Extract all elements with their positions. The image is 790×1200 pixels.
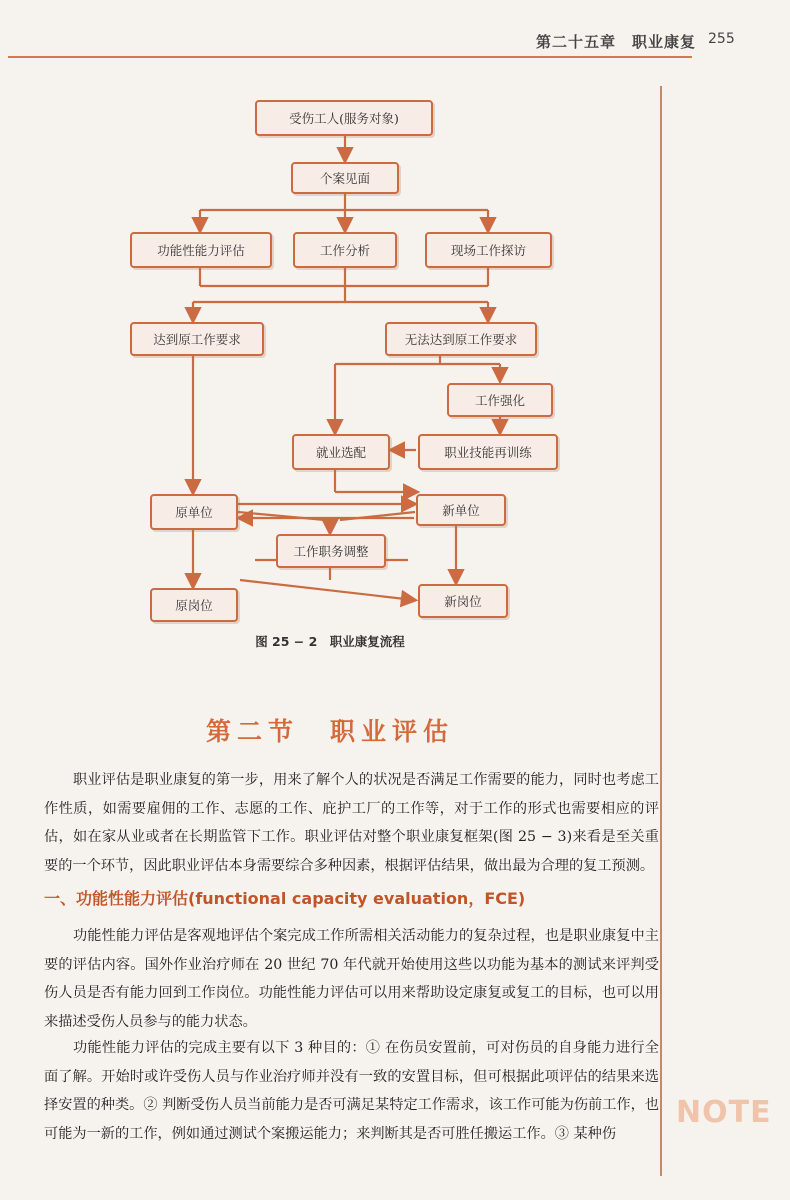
node-not-meets-requirements: 无法达到原工作要求 (385, 322, 537, 356)
node-original-post: 原岗位 (150, 588, 238, 622)
page-number: 255 (708, 31, 735, 47)
page-header (0, 0, 790, 58)
node-job-adjustment: 工作职务调整 (276, 534, 386, 568)
flowchart (0, 80, 660, 640)
chapter-title: 第二十五章 职业康复 (536, 33, 697, 51)
header-rule (8, 56, 692, 58)
node-site-visit: 现场工作探访 (425, 232, 552, 268)
note-margin-label: NOTE (676, 1095, 772, 1130)
node-job-analysis: 工作分析 (293, 232, 397, 268)
subheading-fce: 一、功能性能力评估(functional capacity evaluation，FCE) (44, 889, 526, 908)
node-skills-retraining: 职业技能再训练 (418, 434, 558, 470)
node-work-hardening: 工作强化 (447, 383, 553, 417)
node-new-employer: 新单位 (416, 494, 506, 526)
node-meets-requirements: 达到原工作要求 (130, 322, 264, 356)
node-case-meeting: 个案见面 (291, 162, 399, 194)
margin-rule (660, 86, 662, 1176)
node-new-post: 新岗位 (418, 584, 508, 618)
fce-paragraph-2: 功能性能力评估的完成主要有以下 3 种目的：① 在伤员安置前，可对伤员的自身能力进行全面了解。开始时或许受伤人员与作业治疗师并没有一致的安置目标，但可根据此项评估的结果来选择安置的种类。② 判断受伤人员当前能力是否可满足某特定工作需求，该工作可能为伤前工作，也可能为一新的工作，例如通过测试个案搬运能力；来判断其是否可胜任搬运工作。③ 某种伤 (44, 1040, 659, 1142)
node-job-placement: 就业选配 (292, 434, 390, 470)
node-injured-worker: 受伤工人(服务对象) (255, 100, 433, 136)
node-fce: 功能性能力评估 (130, 232, 272, 268)
fce-paragraph-1: 功能性能力评估是客观地评估个案完成工作所需相关活动能力的复杂过程，也是职业康复中主要的评估内容。国外作业治疗师在 20 世纪 70 年代就开始使用这些以功能为基本的测试来评判受伤人员是否有能力回到工作岗位。功能性能力评估可以用来帮助设定康复或复工的目标，也可以用来描述受伤人员参与的能力状态。 (44, 928, 659, 1030)
node-original-employer: 原单位 (150, 494, 238, 530)
figure-caption: 图 25 − 2 职业康复流程 (255, 634, 405, 649)
intro-paragraph: 职业评估是职业康复的第一步，用来了解个人的状况是否满足工作需要的能力，同时也考虑工作性质，如需要雇佣的工作、志愿的工作、庇护工厂的工作等，对于工作的形式也需要相应的评估，如在家从业或者在长期监管下工作。职业评估对整个职业康复框架(图 25 − 3)来看是至关重要的一个环节，因此职业评估本身需要综合多种因素，根据评估结果，做出最为合理的复工预测。 (44, 772, 659, 874)
section-title: 第二节 职业评估 (205, 717, 454, 746)
